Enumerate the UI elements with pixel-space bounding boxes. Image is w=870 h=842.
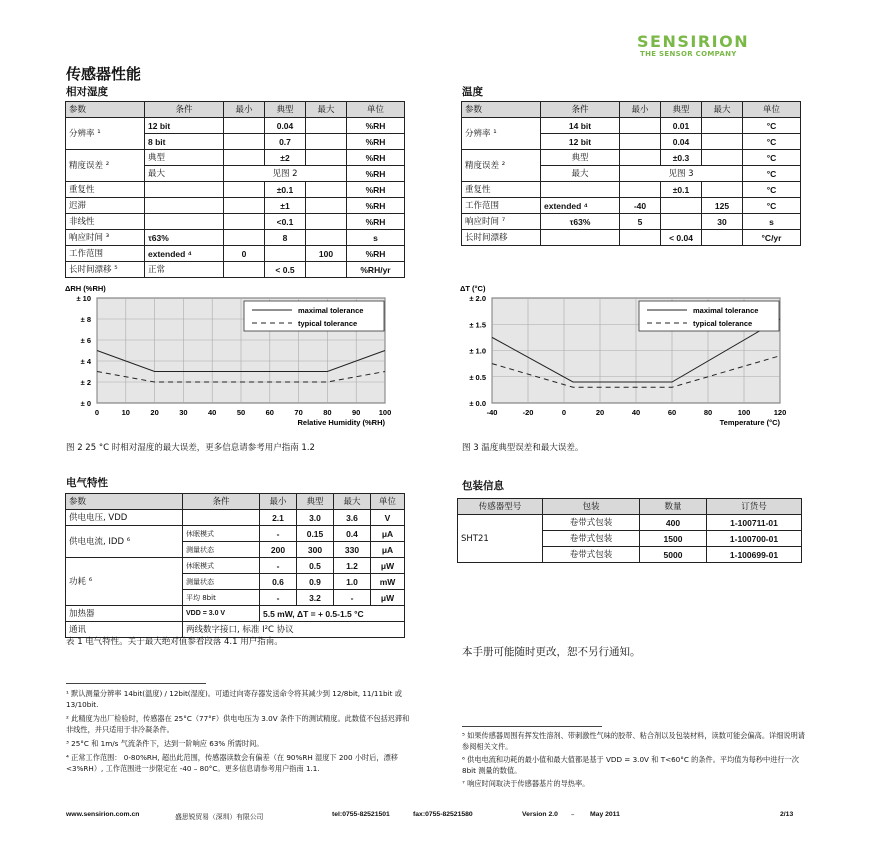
cell [183,510,260,526]
cell: τ63% [145,230,224,246]
table-row [66,230,405,246]
header-cell: 包装 [543,499,640,515]
cell: ±0.1 [661,182,702,198]
cell: %RH/yr [347,262,405,278]
cell: 最大 [541,166,620,182]
footnotes-left [66,688,411,774]
header-cell: 条件 [541,102,620,118]
cell: 30 [702,214,743,230]
footnote-rule-right [462,726,602,727]
cell: 重复性 [462,182,541,198]
cell: °C [743,166,801,182]
header-cell: 传感器型号 [458,499,543,515]
y-axis-label: ΔRH (%RH) [65,284,106,293]
cell: °C [743,182,801,198]
cell [702,182,743,198]
y-tick-label: ± 4 [80,357,91,366]
cell [702,230,743,246]
header-cell: 数量 [640,499,707,515]
cell [661,198,702,214]
cell: 0.04 [661,134,702,150]
cell: - [334,590,371,606]
footnote: ² 此精度为出厂检验时，传感器在 25°C（77°F）供电电压为 3.0V 条件下的测试精度。此数值不包括迟滞和非线性，并只适用于非冷凝条件。 [66,714,410,734]
cell: 响应时间 ³ [66,230,145,246]
cell [306,134,347,150]
cell: 平均 8bit [183,590,260,606]
header-cell: 典型 [661,102,702,118]
cell [541,230,620,246]
x-tick-label: 20 [595,408,605,417]
footer-version: Version 2.0 [522,811,558,818]
cell: °C [743,118,801,134]
table-header-row [462,102,801,118]
cell: 0.6 [260,574,297,590]
cell: %RH [347,246,405,262]
cell [702,150,743,166]
footer-date: May 2011 [590,811,620,818]
cell: 0.01 [661,118,702,134]
cell: ±2 [265,150,306,166]
temperature-spec-table [461,101,801,246]
footnote: ³ 25°C 和 1m/s 气流条件下，达到一阶响应 63% 所需时间。 [66,739,264,748]
header-cell: 最大 [334,494,371,510]
x-tick-label: 60 [667,408,677,417]
x-axis-label: Relative Humidity (%RH) [297,418,385,427]
cell: 分辨率 ¹ [462,118,541,150]
y-axis-label: ΔT (°C) [460,284,486,293]
cell: 1.2 [334,558,371,574]
x-tick-label: -40 [486,408,498,417]
header-cell: 典型 [297,494,334,510]
table-row [66,526,405,542]
cell: 0.15 [297,526,334,542]
cell: -40 [620,198,661,214]
x-tick-label: 20 [150,408,159,417]
header-cell: 单位 [371,494,405,510]
x-tick-label: 40 [208,408,217,417]
header-cell: 典型 [265,102,306,118]
cell [620,118,661,134]
figure-2-caption: 图 2 25 °C 时相对湿度的最大误差，更多信息请参考用户指南 1.2 [66,443,315,453]
cell: 长时间漂移 ⁵ [66,262,145,278]
cell: 12 bit [541,134,620,150]
table-header-row [66,102,405,118]
cell: - [260,526,297,542]
table-row [66,262,405,278]
cell: s [347,230,405,246]
figure-3-caption: 图 3 温度典型误差和最大误差。 [462,443,584,453]
cell: V [371,510,405,526]
x-tick-label: 50 [236,408,246,417]
cell [224,230,265,246]
cell: °C [743,150,801,166]
cell: %RH [347,214,405,230]
cell: 卷带式包装 [543,515,640,531]
cell: - [260,590,297,606]
cell: 400 [640,515,707,531]
cell: 测量状态 [183,574,260,590]
cell: 330 [334,542,371,558]
cell: 8 bit [145,134,224,150]
table-header-row [458,499,802,515]
logo-tagline: THE SENSOR COMPANY [640,50,737,58]
cell: 分辨率 ¹ [66,118,145,150]
cell: 迟滞 [66,198,145,214]
packaging-table [457,498,802,563]
header-cell: 参数 [462,102,541,118]
footnote: ⁶ 供电电流和功耗的最小值和最大值都是基于 VDD = 3.0V 和 T<60°C 的条件。平均值为每秒中进行一次 8bit 测量的数值。 [462,755,799,775]
table-row [66,214,405,230]
cell: 休眠模式 [183,558,260,574]
cell: SHT21 [458,515,543,563]
cell: °C/yr [743,230,801,246]
cell: μW [371,558,405,574]
table-1-caption: 表 1 电气特性。关于最大绝对值参看段落 4.1 用户指南。 [66,637,283,647]
cell: 3.2 [297,590,334,606]
y-tick-label: ± 2 [80,378,91,387]
cell: 0.9 [297,574,334,590]
cell: < 0.5 [265,262,306,278]
table-row [66,198,405,214]
cell [661,214,702,230]
table-header-row [66,494,405,510]
cell: 最大 [145,166,224,182]
cell: extended ⁴ [541,198,620,214]
header-cell: 参数 [66,102,145,118]
legend-label: maximal tolerance [298,306,364,315]
y-tick-label: ± 0 [80,399,91,408]
cell [702,118,743,134]
footnote: ⁷ 响应时间取决于传感器基片的导热率。 [462,779,590,788]
table-row [66,558,405,574]
x-tick-label: 60 [265,408,274,417]
cell [306,198,347,214]
cell: < 0.04 [661,230,702,246]
cell: 125 [702,198,743,214]
y-tick-label: ± 8 [80,315,91,324]
cell: μA [371,526,405,542]
cell [306,214,347,230]
cell: 正常 [145,262,224,278]
table-row [462,214,801,230]
cell: 两线数字接口, 标准 I²C 协议 [183,622,405,638]
x-tick-label: -20 [522,408,534,417]
cell: 0 [224,246,265,262]
page-title: 传感器性能 [66,65,142,83]
cell [224,118,265,134]
y-tick-label: ± 0.5 [469,372,486,382]
cell: 0.04 [265,118,306,134]
legend-label: maximal tolerance [693,306,759,315]
header-cell: 最大 [306,102,347,118]
cell: %RH [347,198,405,214]
cell: s [743,214,801,230]
cell: 测量状态 [183,542,260,558]
cell: 5 [620,214,661,230]
x-tick-label: 120 [773,408,787,417]
x-axis-label: Temperature (°C) [719,418,780,427]
cell: ±0.1 [265,182,306,198]
header-cell: 条件 [183,494,260,510]
cell: °C [743,134,801,150]
cell: %RH [347,166,405,182]
cell [224,198,265,214]
x-tick-label: 80 [703,408,713,417]
cell: VDD = 3.0 V [183,606,260,622]
header-cell: 最小 [620,102,661,118]
table-row [462,198,801,214]
cell: 典型 [145,150,224,166]
cell [306,182,347,198]
cell: 长时间漂移 [462,230,541,246]
cell: 0.4 [334,526,371,542]
cell: 8 [265,230,306,246]
change-notice: 本手册可能随时更改，恕不另行通知。 [462,646,641,658]
cell: 0.7 [265,134,306,150]
cell: μA [371,542,405,558]
x-tick-label: 100 [737,408,751,417]
cell: μW [371,590,405,606]
cell: 典型 [541,150,620,166]
cell: 功耗 ⁶ [66,558,183,606]
cell: 精度误差 ² [66,150,145,182]
cell: °C [743,198,801,214]
footnote: ¹ 默认测量分辨率 14bit(温度) / 12bit(湿度)。可通过向寄存器发送命令将其减少到 12/8bit, 11/11bit 或 13/10bit. [66,689,402,709]
electrical-heading: 电气特性 [66,477,108,489]
cell: 通讯 [66,622,183,638]
x-tick-label: 0 [561,408,567,417]
cell: 0.5 [297,558,334,574]
cell: 卷带式包装 [543,531,640,547]
cell: 5.5 mW, ΔT = + 0.5-1.5 °C [260,606,405,622]
table-row [458,515,802,531]
table-row [462,230,801,246]
x-tick-label: 70 [294,408,303,417]
cell: %RH [347,150,405,166]
cell: 1500 [640,531,707,547]
footer-fax: fax:0755-82521580 [413,811,473,818]
footnotes-right [462,730,807,789]
cell [620,230,661,246]
x-tick-label: 0 [94,408,100,417]
cell: ±0.3 [661,150,702,166]
cell: 200 [260,542,297,558]
cell: 休眠模式 [183,526,260,542]
table-row [66,118,405,134]
cell [306,230,347,246]
cell: 2.1 [260,510,297,526]
footer-company: 盛思锐贸易（深圳）有限公司 [175,813,264,821]
cell: τ63% [541,214,620,230]
cell: extended ⁴ [145,246,224,262]
header-cell: 条件 [145,102,224,118]
y-tick-label: ± 6 [80,336,91,345]
y-tick-label: ± 2.0 [469,294,486,303]
table-row [462,182,801,198]
header-cell: 订货号 [707,499,802,515]
cell: 3.0 [297,510,334,526]
x-tick-label: 100 [378,408,392,417]
table-row [66,150,405,166]
cell: %RH [347,118,405,134]
cell: %RH [347,182,405,198]
y-tick-label: ± 1.5 [469,320,486,330]
legend-label: typical tolerance [693,319,753,328]
table-row [462,118,801,134]
header-cell: 参数 [66,494,183,510]
cell: 5000 [640,547,707,563]
temperature-tolerance-chart [450,280,800,435]
cell [265,246,306,262]
cell [306,262,347,278]
cell [306,150,347,166]
cell: mW [371,574,405,590]
cell [620,134,661,150]
cell [620,182,661,198]
y-tick-label: ± 1.0 [469,346,486,356]
cell: 14 bit [541,118,620,134]
x-tick-label: 10 [121,408,130,417]
cell: 响应时间 ⁷ [462,214,541,230]
header-cell: 最小 [260,494,297,510]
table-row [66,510,405,526]
cell: 1.0 [334,574,371,590]
sensirion-logo: SENSIRION [637,32,750,51]
cell: 1-100711-01 [707,515,802,531]
humidity-spec-table [65,101,405,278]
footer-separator: – [571,811,575,819]
cell: 供电电流, IDD ⁶ [66,526,183,558]
header-cell: 最小 [224,102,265,118]
cell: 1-100700-01 [707,531,802,547]
header-cell: 最大 [702,102,743,118]
x-tick-label: 90 [352,408,361,417]
cell [224,150,265,166]
cell: 1-100699-01 [707,547,802,563]
cell [224,214,265,230]
footnote-rule-left [66,683,206,684]
y-tick-label: ± 0.0 [469,399,486,408]
cell [224,134,265,150]
footer-website: www.sensirion.com.cn [66,811,140,818]
cell: 见图 3 [620,166,743,182]
footnote: ⁵ 如果传感器周围有挥发性溶剂、带刺激性气味的胶带、粘合剂以及包装材料，读数可能会偏高。详细说明请参阅相关文件。 [462,731,805,751]
cell: 卷带式包装 [543,547,640,563]
cell [541,182,620,198]
electrical-spec-table [65,493,405,638]
cell: - [260,558,297,574]
footnote: ⁴ 正常工作范围： 0-80%RH, 超出此范围，传感器读数会有偏差（在 90%RH 湿度下 200 小时后，漂移 <3%RH）, 工作范围进一步限定在 -40 – 80°C。更多信息请参考用户指南 1.1. [66,753,398,773]
table-row [462,150,801,166]
cell: 12 bit [145,118,224,134]
table-row [66,182,405,198]
cell: 工作范围 [66,246,145,262]
x-tick-label: 80 [323,408,332,417]
cell: 300 [297,542,334,558]
cell [702,134,743,150]
cell: 100 [306,246,347,262]
cell [145,182,224,198]
cell [145,198,224,214]
cell: 3.6 [334,510,371,526]
cell: 见图 2 [224,166,347,182]
cell [620,150,661,166]
cell [224,262,265,278]
packaging-heading: 包装信息 [462,480,504,492]
cell: 供电电压, VDD [66,510,183,526]
table-row [66,246,405,262]
temperature-heading: 温度 [462,86,483,98]
cell [306,118,347,134]
table-row [66,606,405,622]
x-tick-label: 40 [631,408,641,417]
footer-tel: tel:0755-82521501 [332,811,390,818]
cell: %RH [347,134,405,150]
legend-label: typical tolerance [298,319,358,328]
footer-page-number: 2/13 [780,811,794,818]
y-tick-label: ± 10 [76,294,91,303]
cell [145,214,224,230]
cell: 重复性 [66,182,145,198]
header-cell: 单位 [347,102,405,118]
x-tick-label: 30 [179,408,188,417]
cell: 非线性 [66,214,145,230]
cell [224,182,265,198]
cell: 精度误差 ² [462,150,541,182]
cell: ±1 [265,198,306,214]
header-cell: 单位 [743,102,801,118]
cell: 工作范围 [462,198,541,214]
humidity-heading: 相对湿度 [66,86,108,98]
cell: <0.1 [265,214,306,230]
humidity-tolerance-chart [55,280,405,435]
cell: 加热器 [66,606,183,622]
